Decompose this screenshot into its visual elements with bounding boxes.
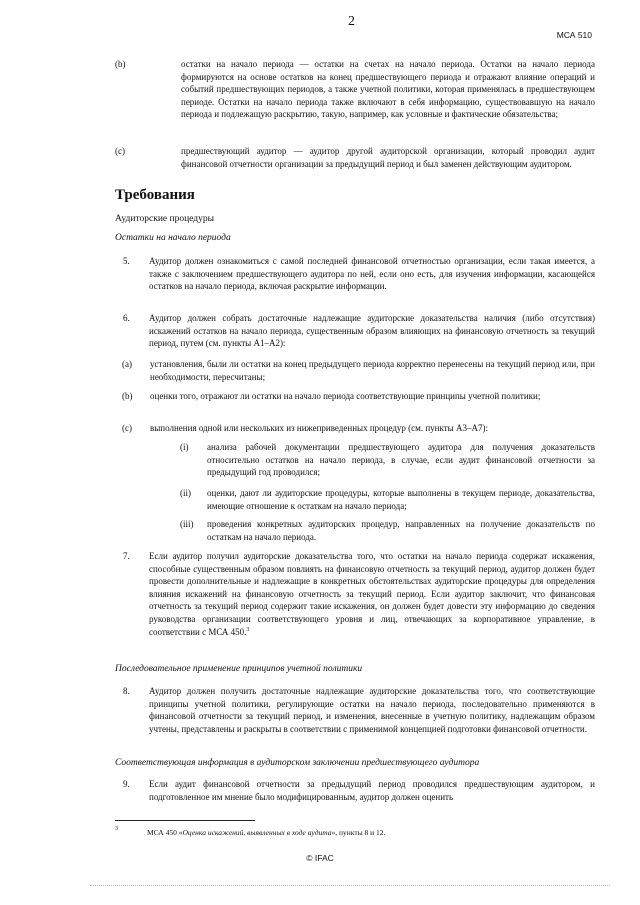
- sub-item-iii: [180, 518, 595, 543]
- footnote-text: [147, 828, 595, 837]
- standard-code: МСА 510: [556, 30, 592, 40]
- definition-text: предшествующий аудитор — аудитор другой аудиторской организации, который проводил аудит финансовой отчетности организации за предыдущий период и был заменен действующим аудитором.: [181, 146, 595, 169]
- footnote-prefix: МСА 450 «: [147, 828, 183, 837]
- sub-item-text: анализа рабочей документации предшествующего аудитора для получения доказательств относительно остатков на начало периода, в случае, если аудит финансовой отчетности за предыдущий год проводился;: [207, 442, 595, 478]
- paragraph-7: [115, 550, 595, 638]
- list-item-a: [122, 358, 595, 383]
- paragraph-number: 6.: [123, 313, 130, 323]
- list-item-text: оценки того, отражают ли остатки на начало периода соответствующие принципы учетной политики;: [150, 391, 541, 401]
- paragraph-text: Аудитор должен получить достаточные надлежащие аудиторские доказательства того, что соответствующие принципы учетной политики, регулирующие остатки на начало периода, последовательно применяются в финансовой отчетности за текущий период, и изменения, внесенные в учетную политику, надлежащим образом учтены, представлены и раскрыты в соответствии с применимой концепцией подготовки финансовой отчетности.: [149, 686, 595, 734]
- sub-item-label: (ii): [180, 488, 191, 498]
- paragraph-number: 5.: [123, 256, 130, 266]
- footnote: [115, 828, 595, 837]
- definition-label: (b): [115, 59, 126, 69]
- copyright-notice: © IFAC: [306, 853, 334, 863]
- requirements-heading: Требования: [115, 187, 195, 203]
- subsection-accounting-policies: Последовательное применение принципов учетной политики: [115, 664, 363, 674]
- footnote-divider: [115, 820, 255, 821]
- footnote-title: Оценка искажений, выявленных в ходе аудита: [182, 828, 332, 837]
- list-item-c: [122, 422, 595, 435]
- section-title: Аудиторские процедуры: [115, 214, 214, 224]
- definition-b: [115, 58, 595, 121]
- list-item-b: [122, 390, 595, 403]
- list-item-label: (c): [122, 423, 132, 433]
- list-item-text: выполнения одной или нескольких из нижеприведенных процедур (см. пункты A3–A7):: [150, 423, 488, 433]
- paragraph-7-body: Если аудитор получил аудиторские доказательства того, что остатки на начало периода содержат искажения, способные существенным образом повлиять на финансовую отчетность за текущий период, аудитор должен будет провести дополнительные и надлежащие в конкретных обстоятельствах аудиторские процедуры для определения влияния искажений на финансовую отчетность за текущий период. Если аудитор заключит, что финансовая отчетность за текущий период содержит такие искажения, он должен будет довести эту информацию до сведения руководства организации соответствующего уровня и лиц, отвечающих за корпоративное управление, в соответствии с МСА 450.: [149, 551, 595, 637]
- paragraph-8: [115, 685, 595, 735]
- definition-label: (c): [115, 146, 125, 156]
- page-number: 2: [348, 14, 355, 29]
- paragraph-number: 7.: [123, 551, 130, 561]
- list-item-text: установления, были ли остатки на конец предыдущего периода корректно перенесены на текущий период или, при необходимости, пересчитаны;: [150, 359, 595, 382]
- paragraph-text: [149, 550, 595, 638]
- footnote-reference[interactable]: 3: [246, 626, 250, 633]
- definition-c: [115, 145, 595, 170]
- definition-text: остатки на начало периода — остатки на счетах на начало периода. Остатки на начало периода формируются на основе остатков на конец предшествующего периода и отражают влияние операций и событий предшествующих периодов, а также учетной политики, которая применялась в предшествующем периоде. Остатки на начало периода также включают в себя информацию, существовавшую на начало периода и подлежащую раскрытию, такую, например, как условные и фактические обязательства;: [181, 59, 595, 120]
- scan-edge-dots: [90, 885, 610, 886]
- sub-item-label: (iii): [180, 519, 194, 529]
- subsection-opening-balances: Остатки на начало периода: [115, 233, 231, 243]
- subsection-prior-auditor-report: Соответствующая информация в аудиторском заключении предшествующего аудитора: [115, 758, 480, 768]
- paragraph-text: Аудитор должен собрать достаточные надлежащие аудиторские доказательства наличия (либо отсутствия) искажений остатков на начало периода, существенным образом влияющих на финансовую отчетность за текущий период, путем (см. пункты A1–A2):: [149, 313, 595, 349]
- list-item-label: (a): [122, 359, 132, 369]
- paragraph-9: [115, 778, 595, 803]
- paragraph-number: 8.: [123, 686, 130, 696]
- paragraph-text: Если аудит финансовой отчетности за предыдущий период проводился предшествующим аудитором, и подготовленное им мнение было модифицированным, аудитор должен оценить: [149, 779, 595, 802]
- paragraph-number: 9.: [123, 779, 130, 789]
- footnote-marker: 3: [115, 826, 118, 832]
- sub-item-i: [180, 441, 595, 479]
- sub-item-ii: [180, 487, 595, 512]
- sub-item-label: (i): [180, 442, 189, 452]
- sub-item-text: проведения конкретных аудиторских процедур, направленных на получение доказательств по остаткам на начало периода.: [207, 519, 595, 542]
- paragraph-text: Аудитор должен ознакомиться с самой последней финансовой отчетностью организации, если такая имеется, а также с заключением предшествующего аудитора по ней, если оно есть, для изучения информации, касающейся остатков на начало периода, включая раскрытие информации.: [149, 256, 595, 292]
- paragraph-6: [115, 312, 595, 350]
- paragraph-5: [115, 255, 595, 293]
- sub-item-text: оценки, дают ли аудиторские процедуры, которые выполнены в текущем периоде, доказательства, имеющие отношение к остаткам на начало периода;: [207, 488, 595, 511]
- list-item-label: (b): [122, 391, 133, 401]
- footnote-suffix: », пункты 8 и 12.: [331, 828, 386, 837]
